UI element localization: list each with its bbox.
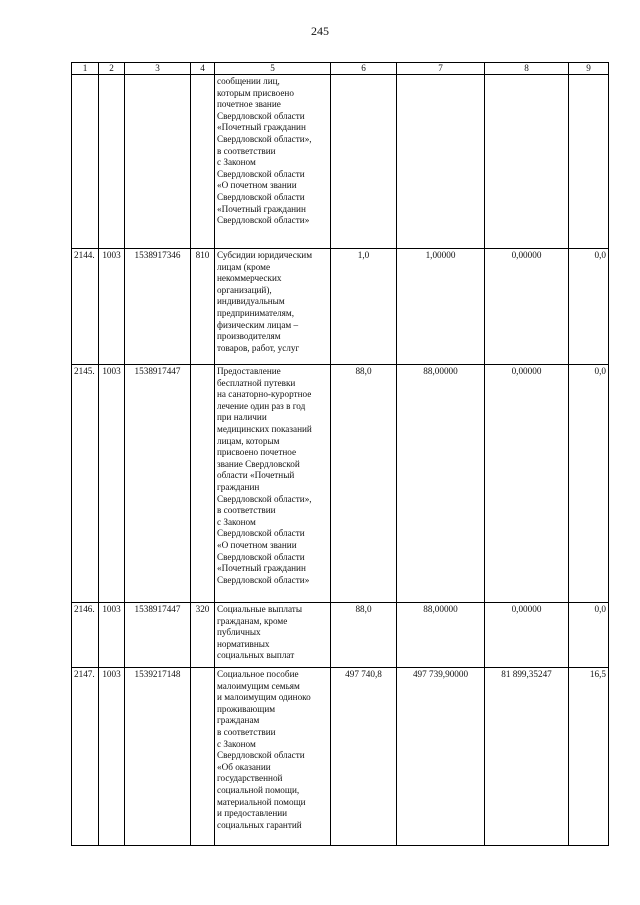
col-header-5: 5 <box>215 63 331 75</box>
approved-amount: 88,0 <box>331 603 397 668</box>
approved-amount: 497 740,8 <box>331 668 397 846</box>
section-code: 1003 <box>99 365 125 603</box>
plan-amount: 88,00000 <box>397 603 485 668</box>
col-header-3: 3 <box>125 63 191 75</box>
expense-type: 320 <box>191 603 215 668</box>
description: Социальные выплаты гражданам, кроме публичных нормативных социальных выплат <box>215 603 331 668</box>
target-code: 1538917447 <box>125 603 191 668</box>
executed-amount: 0,00000 <box>485 249 569 365</box>
table-row <box>72 249 609 365</box>
col-header-8: 8 <box>485 63 569 75</box>
execution-percent: 16,5 <box>569 668 609 846</box>
budget-table <box>71 62 609 846</box>
col-header-6: 6 <box>331 63 397 75</box>
target-code <box>125 75 191 249</box>
execution-percent: 0,0 <box>569 365 609 603</box>
row-number: 2145. <box>72 365 99 603</box>
header-row <box>72 63 609 75</box>
row-number: 2147. <box>72 668 99 846</box>
row-number <box>72 75 99 249</box>
approved-amount: 88,0 <box>331 365 397 603</box>
description: Предоставление бесплатной путевки на санаторно-курортное лечение один раз в год при наличии медицинских показаний лицам, которым присвоено почетное звание Свердловской области «Почетный гражданин Свердловской области», в соответствии с Законом Свердловской области «О почетном звании Свердловской области «Почетный гражданин Свердловской области» <box>215 365 331 603</box>
row-number: 2144. <box>72 249 99 365</box>
executed-amount: 0,00000 <box>485 603 569 668</box>
expense-type <box>191 668 215 846</box>
execution-percent <box>569 75 609 249</box>
expense-type: 810 <box>191 249 215 365</box>
execution-percent: 0,0 <box>569 249 609 365</box>
plan-amount: 1,00000 <box>397 249 485 365</box>
page-number: 245 <box>311 24 329 38</box>
section-code: 1003 <box>99 603 125 668</box>
expense-type <box>191 75 215 249</box>
col-header-9: 9 <box>569 63 609 75</box>
col-header-4: 4 <box>191 63 215 75</box>
executed-amount <box>485 75 569 249</box>
plan-amount: 88,00000 <box>397 365 485 603</box>
col-header-7: 7 <box>397 63 485 75</box>
table-row <box>72 75 609 249</box>
description: Социальное пособие малоимущим семьям и малоимущим одиноко проживающим гражданам в соответствии с Законом Свердловской области «Об оказании государственной социальной помощи, материальной помощи и предоставлении социальных гарантий <box>215 668 331 846</box>
execution-percent: 0,0 <box>569 603 609 668</box>
row-number: 2146. <box>72 603 99 668</box>
executed-amount: 0,00000 <box>485 365 569 603</box>
description: Субсидии юридическим лицам (кроме некоммерческих организаций), индивидуальным предпринимателям, физическим лицам – производителям товаров, работ, услуг <box>215 249 331 365</box>
target-code: 1538917346 <box>125 249 191 365</box>
target-code: 1539217148 <box>125 668 191 846</box>
table-row <box>72 365 609 603</box>
col-header-2: 2 <box>99 63 125 75</box>
section-code: 1003 <box>99 249 125 365</box>
approved-amount <box>331 75 397 249</box>
description: сообщении лиц, которым присвоено почетное звание Свердловской области «Почетный гражданин Свердловской области», в соответствии с Законом Свердловской области «О почетном звании Свердловской области «Почетный гражданин Свердловской области» <box>215 75 331 249</box>
approved-amount: 1,0 <box>331 249 397 365</box>
section-code: 1003 <box>99 668 125 846</box>
executed-amount: 81 899,35247 <box>485 668 569 846</box>
table-row <box>72 603 609 668</box>
plan-amount: 497 739,90000 <box>397 668 485 846</box>
section-code <box>99 75 125 249</box>
plan-amount <box>397 75 485 249</box>
target-code: 1538917447 <box>125 365 191 603</box>
col-header-1: 1 <box>72 63 99 75</box>
expense-type <box>191 365 215 603</box>
table-row <box>72 668 609 846</box>
